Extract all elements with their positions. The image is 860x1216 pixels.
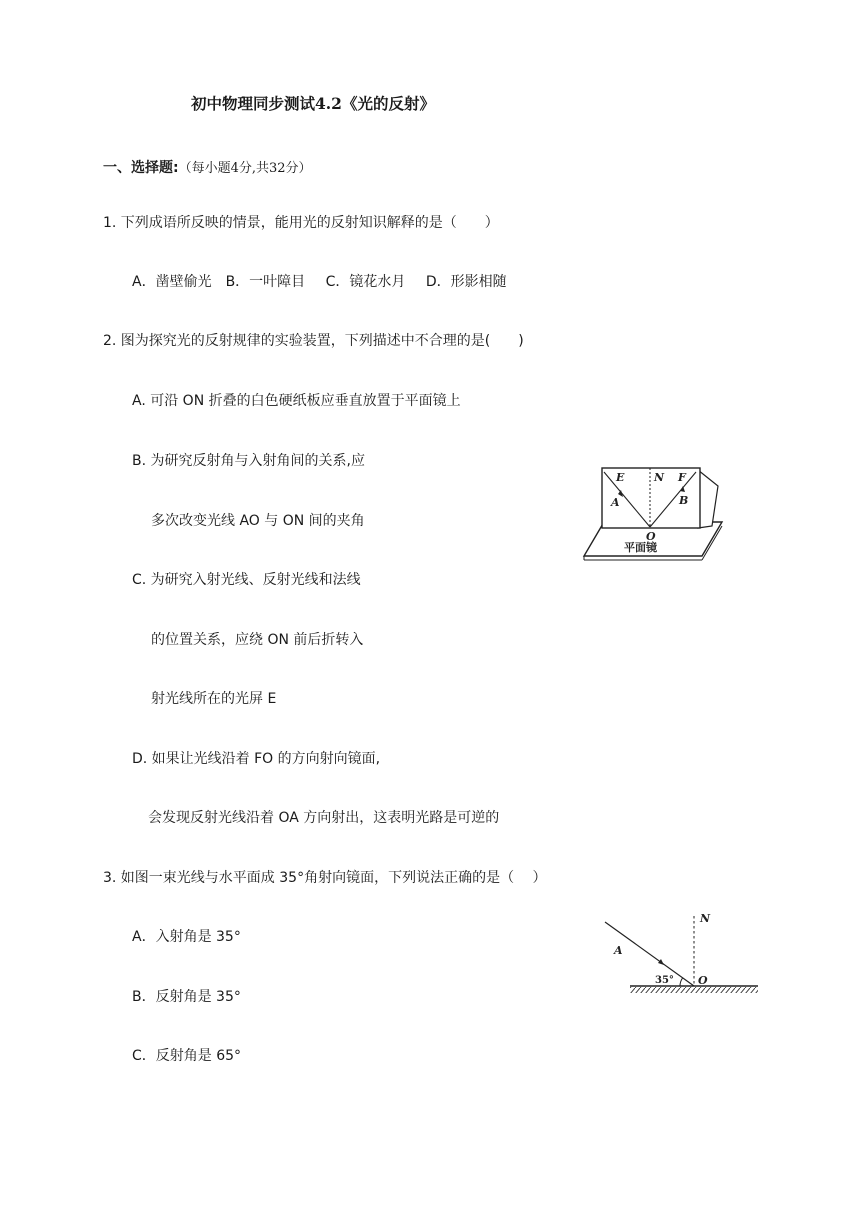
question-3-option-c: C．反射角是 65° [132,1048,242,1064]
question-1-options: A．凿壁偷光 B．一叶障目 C．镜花水月 D．形影相随 [132,274,507,290]
section-score-note: （每小题4分,共32分） [178,161,312,176]
folded-panel-f [698,470,718,528]
label-a: A [611,496,620,509]
question-2-option-c-cont-1: 的位置关系，应绕 ON 前后折转入 [151,632,364,648]
question-2-option-b-cont: 多次改变光线 AO 与 ON 间的夹角 [151,513,365,529]
label-f: F [678,471,686,484]
label-b: B [679,494,689,507]
section-heading [103,158,312,179]
question-2-option-d: D. 如果让光线沿着 FO 的方向射向镜面, [132,751,381,767]
angle-label: 35° [655,975,674,986]
question-2-option-c-cont-2: 射光线所在的光屏 E [151,691,277,707]
question-2-option-a: A. 可沿 ON 折叠的白色硬纸板应垂直放置于平面镜上 [132,393,461,409]
angle-arc [680,978,683,986]
label-o: O [646,530,656,543]
mirror-hatching [630,987,758,993]
question-2-option-c: C. 为研究入射光线、反射光线和法线 [132,572,361,588]
question-1-stem: 1. 下列成语所反映的情景，能用光的反射知识解释的是（ ） [103,215,499,231]
label-n: N [700,912,711,925]
label-o: O [698,974,708,987]
question-2-option-b: B. 为研究反射角与入射角间的关系,应 [132,453,365,469]
question-3-option-a: A．入射角是 35° [132,929,241,945]
question-3-option-b: B．反射角是 35° [132,989,241,1005]
label-e: E [616,471,625,484]
label-a: A [614,944,623,957]
question-3-stem: 3. 如图一束光线与水平面成 35°角射向镜面，下列说法正确的是（ ） [103,870,547,886]
question-2-stem: 2. 图为探究光的反射规律的实验装置，下列描述中不合理的是( ) [103,333,524,349]
section-heading-text: 一、选择题: [103,160,179,176]
mirror-label: 平面镜 [624,541,657,554]
incident-ray-arrow [658,959,664,965]
page-title: 初中物理同步测试4.2《光的反射》 [191,94,435,113]
label-n: N [654,471,665,484]
question-2-option-d-cont: 会发现反射光线沿着 OA 方向射出，这表明光路是可逆的 [148,810,500,826]
reflection-apparatus-figure [580,464,725,562]
incident-angle-figure [600,910,760,1000]
